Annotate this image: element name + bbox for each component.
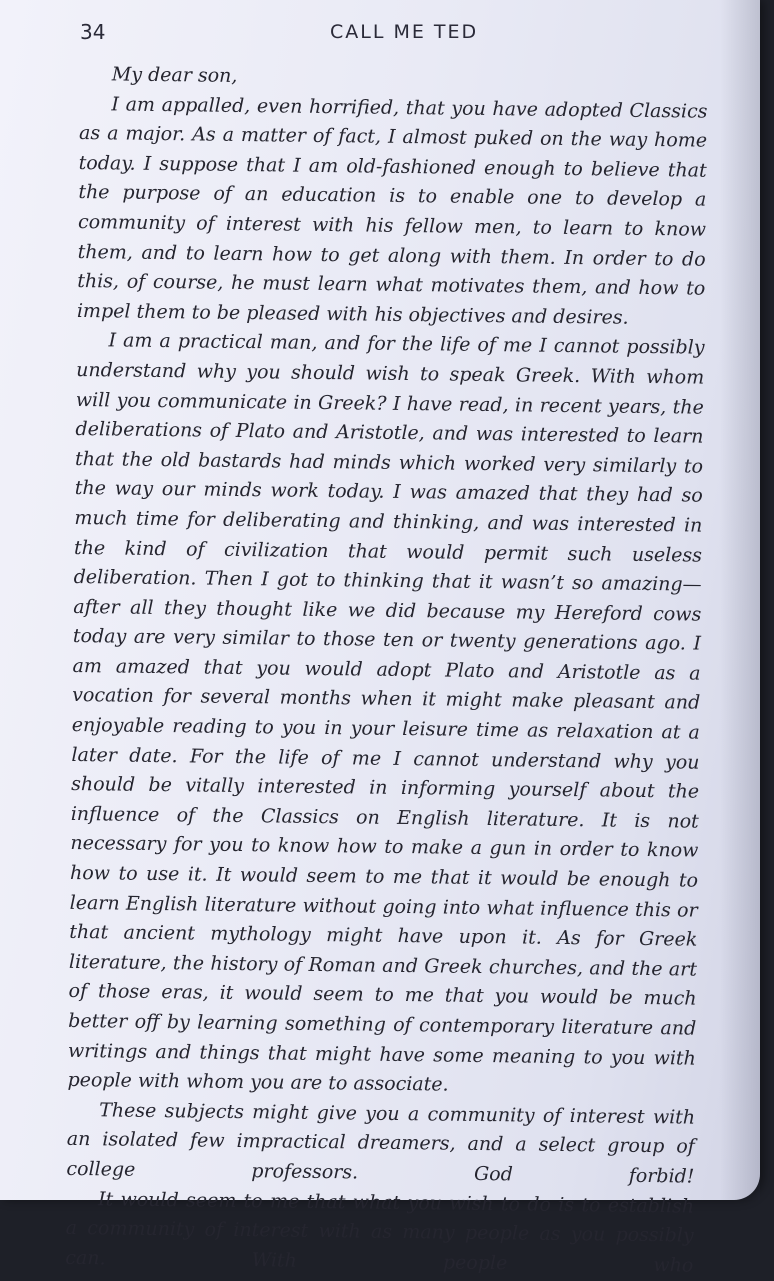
- binding-shadow: [720, 0, 760, 1200]
- running-head: CALL ME TED: [330, 21, 479, 43]
- page-header: [80, 20, 680, 50]
- letter-salutation: My dear son,: [111, 63, 238, 87]
- letter-paragraph: These subjects might give you a community of interest with an isolated few impractical dreamers, and a select group of college professors. God forbid!: [66, 1099, 696, 1188]
- page-number: 34: [80, 20, 106, 44]
- letter-paragraph: I am appalled, even horrified, that you have adopted Classics as a major. As a matter of fact, I almost puked on the way home today. I suppose that I am old-fashioned enough to believe that the purpose of an education is to enable one to develop a community of interest with his fellow men, to learn to know them, and to learn how to get along with them. In order to do this, of course, he must learn what motivates them, and how to impel them to be pleased with his objectives and desires.: [76, 92, 708, 329]
- letter-paragraph: I am a practical man, and for the life of me I cannot possibly understand why you should wish to speak Greek. With whom will you communicate in Greek? I have read, in recent years, the deliberations of Plato and Aristotle, and was interested to learn that the old bastards had minds which worked very similarly to the way our minds work today. I was amazed that they had so much time for deliberating and thinking, and was interested in the kind of civilization that would permit such useless deliberation. Then I got to thinking that it wasn’t so amazing—after all they thought like we did because my Hereford cows today are very similar to those ten or twenty generations ago. I am amazed that you would adopt Plato and Aristotle as a vocation for several months when it might make pleasant and enjoyable reading to you in your leisure time as relaxation at a later date. For the life of me I cannot understand why you should be vitally interested in informing yourself about the influence of the Classics on English literature. It is not necessary for you to know how to make a gun in order to know how to use it. It would seem to me that it would be enough to learn English literature without going into what influence this or that ancient mythology might have upon it. As for Greek literature, the history of Roman and Greek churches, and the art of those eras, it would seem to me that you would be much better off by learning something of contemporary literature and writings and things that might have some meaning to you with people with whom you are to associate.: [67, 329, 705, 1096]
- letter-paragraph: It would seem to me that what you wish to do is to establish a community of interest with as many people as you possibly can. With people who: [65, 1187, 695, 1277]
- letter-body: [65, 60, 708, 1281]
